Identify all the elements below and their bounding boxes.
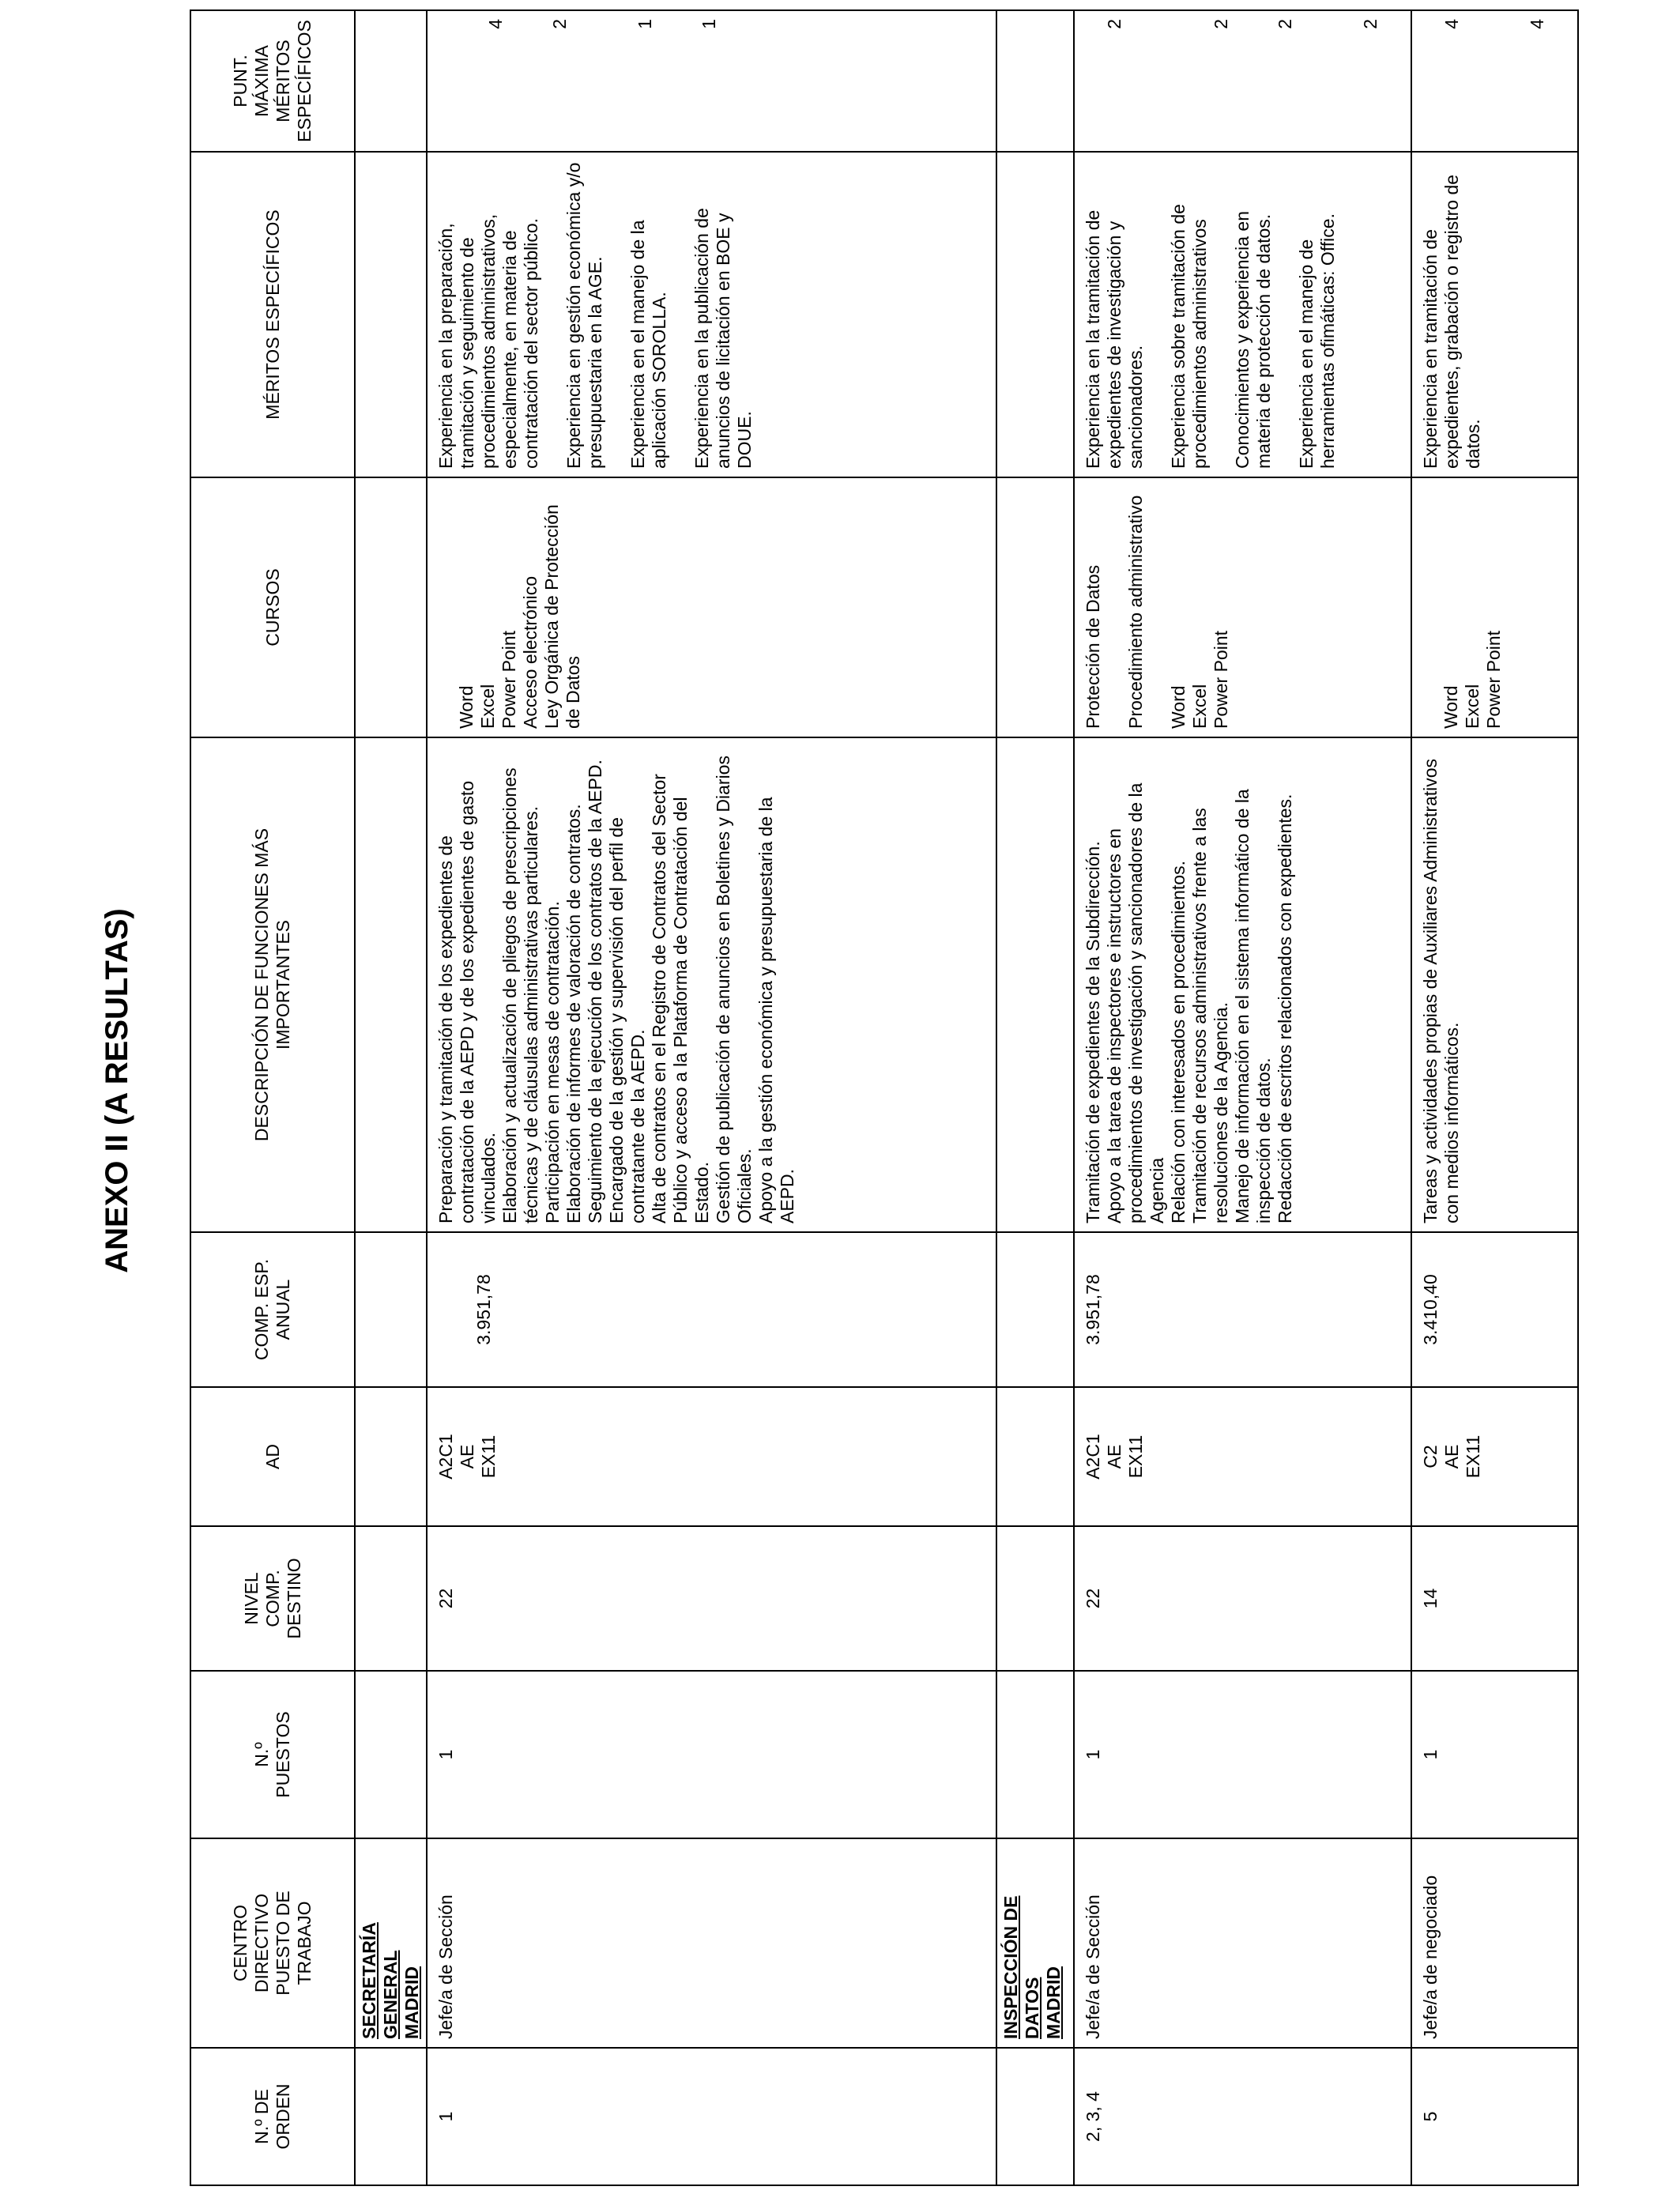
empty-cell xyxy=(996,10,1074,152)
cell-funciones: Preparación y tramitación de los expedientes de contratación de la AEPD y de los expedientes de gasto vinculados. Elaboración y actualización de pliegos de prescripciones técnicas y de cláusulas administrativas particulares. Participación en mesas de contratación. Elaboración de informes de valoración de contratos. Seguimiento de la ejecución de los contratos de la AEPD. Encargado de la gestión y supervisión del perfil de contratante de la AEPD. Alta de contratos en el Registro de Contratos del Sector Público y acceso a la Plataforma de Contratación del Estado. Gestión de publicación de anuncios en Boletines y Diarios Oficiales. Apoyo a la gestión económica y presupuestaria de la AEPD. xyxy=(427,737,996,1232)
merito: Experiencia en la tramitación de expedientes de investigación y sancionadores. xyxy=(1083,209,1146,469)
cell-num-puestos: 1 xyxy=(427,1671,996,1838)
empty-cell xyxy=(355,152,427,477)
empty-cell xyxy=(355,2048,427,2185)
cell-num-puestos: 1 xyxy=(1411,1671,1578,1838)
empty-cell xyxy=(355,10,427,152)
header-row xyxy=(190,10,355,2185)
cell-nivel: 22 xyxy=(427,1526,996,1671)
header-meritos: MÉRITOS ESPECÍFICOS xyxy=(190,152,355,477)
merito: Experiencia en la preparación, tramitación y seguimiento de procedimientos administrativos, especialmente, en materia de contratación del sector público. xyxy=(435,213,541,469)
cell-cursos: Word Excel Power Point xyxy=(1411,477,1578,737)
cell-funciones: Tareas y actividades propias de Auxiliares Administrativos con medios informáticos. xyxy=(1411,737,1578,1232)
cell-meritos xyxy=(427,152,996,477)
header-cursos: CURSOS xyxy=(190,477,355,737)
empty-cell xyxy=(355,1671,427,1838)
cell-puntos xyxy=(1411,10,1578,152)
empty-cell xyxy=(355,1387,427,1526)
cell-puntos xyxy=(427,10,996,152)
header-puntuacion: PUNT. MÁXIMA MÉRITOS ESPECÍFICOS xyxy=(190,10,355,152)
merito: Experiencia en el manejo de la aplicación SOROLLA. xyxy=(627,220,669,469)
empty-cell xyxy=(355,1232,427,1387)
cell-meritos xyxy=(1411,152,1578,477)
merito: Experiencia en tramitación de expedientes, grabación o registro de datos. xyxy=(1420,174,1483,469)
empty-cell xyxy=(996,152,1074,477)
merito: Experiencia en gestión económica y/o presupuestaria en la AGE. xyxy=(563,162,605,469)
cell-ad: A2C1 AE EX11 xyxy=(1074,1387,1411,1526)
table-row xyxy=(427,10,996,2185)
cell-comp-esp: 3.951,78 xyxy=(427,1232,996,1387)
cell-ad: A2C1 AE EX11 xyxy=(427,1387,996,1526)
empty-cell xyxy=(996,1232,1074,1387)
merito: Conocimientos y experiencia en materia de protección de datos. xyxy=(1232,210,1274,469)
cell-ad: C2 AE EX11 xyxy=(1411,1387,1578,1526)
table-row xyxy=(1074,10,1411,2185)
punto: 1 xyxy=(699,19,719,29)
merito: Experiencia en el manejo de herramientas ofimáticas: Office. xyxy=(1296,213,1338,469)
punto: 2 xyxy=(1275,19,1295,29)
merito: Experiencia sobre tramitación de procedimientos administrativos xyxy=(1168,204,1210,469)
section-row xyxy=(355,10,427,2185)
cell-meritos xyxy=(1074,152,1411,477)
cell-nivel: 14 xyxy=(1411,1526,1578,1671)
curso: Word Excel Power Point xyxy=(1168,630,1231,729)
cell-orden: 1 xyxy=(427,2048,996,2185)
header-ad: AD xyxy=(190,1387,355,1526)
cell-puesto: Jefe/a de Sección xyxy=(1074,1838,1411,2048)
punto: 2 xyxy=(1211,19,1231,29)
cell-comp-esp: 3.951,78 xyxy=(1074,1232,1411,1387)
curso: Protección de Datos xyxy=(1083,564,1103,729)
cell-nivel: 22 xyxy=(1074,1526,1411,1671)
punto: 2 xyxy=(549,19,570,29)
empty-cell xyxy=(996,477,1074,737)
section-name: SECRETARÍA GENERAL MADRID xyxy=(355,1838,427,2048)
header-funciones: DESCRIPCIÓN DE FUNCIONES MÁS IMPORTANTES xyxy=(190,737,355,1232)
section-name: INSPECCIÓN DE DATOS MADRID xyxy=(996,1838,1074,2048)
empty-cell xyxy=(355,1526,427,1671)
positions-table xyxy=(190,9,1579,2186)
rotated-table-wrapper xyxy=(190,11,1547,2186)
header-centro: CENTRO DIRECTIVO PUESTO DE TRABAJO xyxy=(190,1838,355,2048)
cell-puntos xyxy=(1074,10,1411,152)
cell-cursos: Word Excel Power Point Acceso electrónico Ley Orgánica de Protección de Datos xyxy=(427,477,996,737)
document-title: ANEXO II (A RESULTAS) xyxy=(100,908,134,1273)
cell-comp-esp: 3.410,40 xyxy=(1411,1232,1578,1387)
empty-cell xyxy=(355,737,427,1232)
header-comp-esp: COMP. ESP. ANUAL xyxy=(190,1232,355,1387)
empty-cell xyxy=(996,737,1074,1232)
section-row xyxy=(996,10,1074,2185)
cell-orden: 5 xyxy=(1411,2048,1578,2185)
punto: 4 xyxy=(1527,19,1547,29)
empty-cell xyxy=(996,1526,1074,1671)
cell-cursos xyxy=(1074,477,1411,737)
empty-cell xyxy=(996,1671,1074,1838)
cell-puesto: Jefe/a de Sección xyxy=(427,1838,996,2048)
cell-puesto: Jefe/a de negociado xyxy=(1411,1838,1578,2048)
empty-cell xyxy=(996,2048,1074,2185)
cell-num-puestos: 1 xyxy=(1074,1671,1411,1838)
curso: Procedimiento administrativo xyxy=(1125,495,1146,729)
header-orden: N.º DE ORDEN xyxy=(190,2048,355,2185)
header-nivel: NIVEL COMP. DESTINO xyxy=(190,1526,355,1671)
table-row xyxy=(1411,10,1578,2185)
header-puestos: N.º PUESTOS xyxy=(190,1671,355,1838)
empty-cell xyxy=(355,477,427,737)
punto: 1 xyxy=(635,19,655,29)
cell-funciones: Tramitación de expedientes de la Subdirección. Apoyo a la tarea de inspectores e instructores en procedimientos de investigación y sancionadores de la Agencia Relación con interesados en procedimientos. Tramitación de recursos administrativos frente a las resoluciones de la Agencia. Manejo de información en el sistema informático de la inspección de datos. Redacción de escritos relacionados con expedientes. xyxy=(1074,737,1411,1232)
punto: 2 xyxy=(1104,19,1124,29)
cell-orden: 2, 3, 4 xyxy=(1074,2048,1411,2185)
merito: Experiencia en la publicación de anuncios de licitación en BOE y DOUE. xyxy=(691,208,755,469)
punto: 4 xyxy=(1441,19,1462,29)
empty-cell xyxy=(996,1387,1074,1526)
punto: 4 xyxy=(485,19,506,29)
punto: 2 xyxy=(1360,19,1381,29)
